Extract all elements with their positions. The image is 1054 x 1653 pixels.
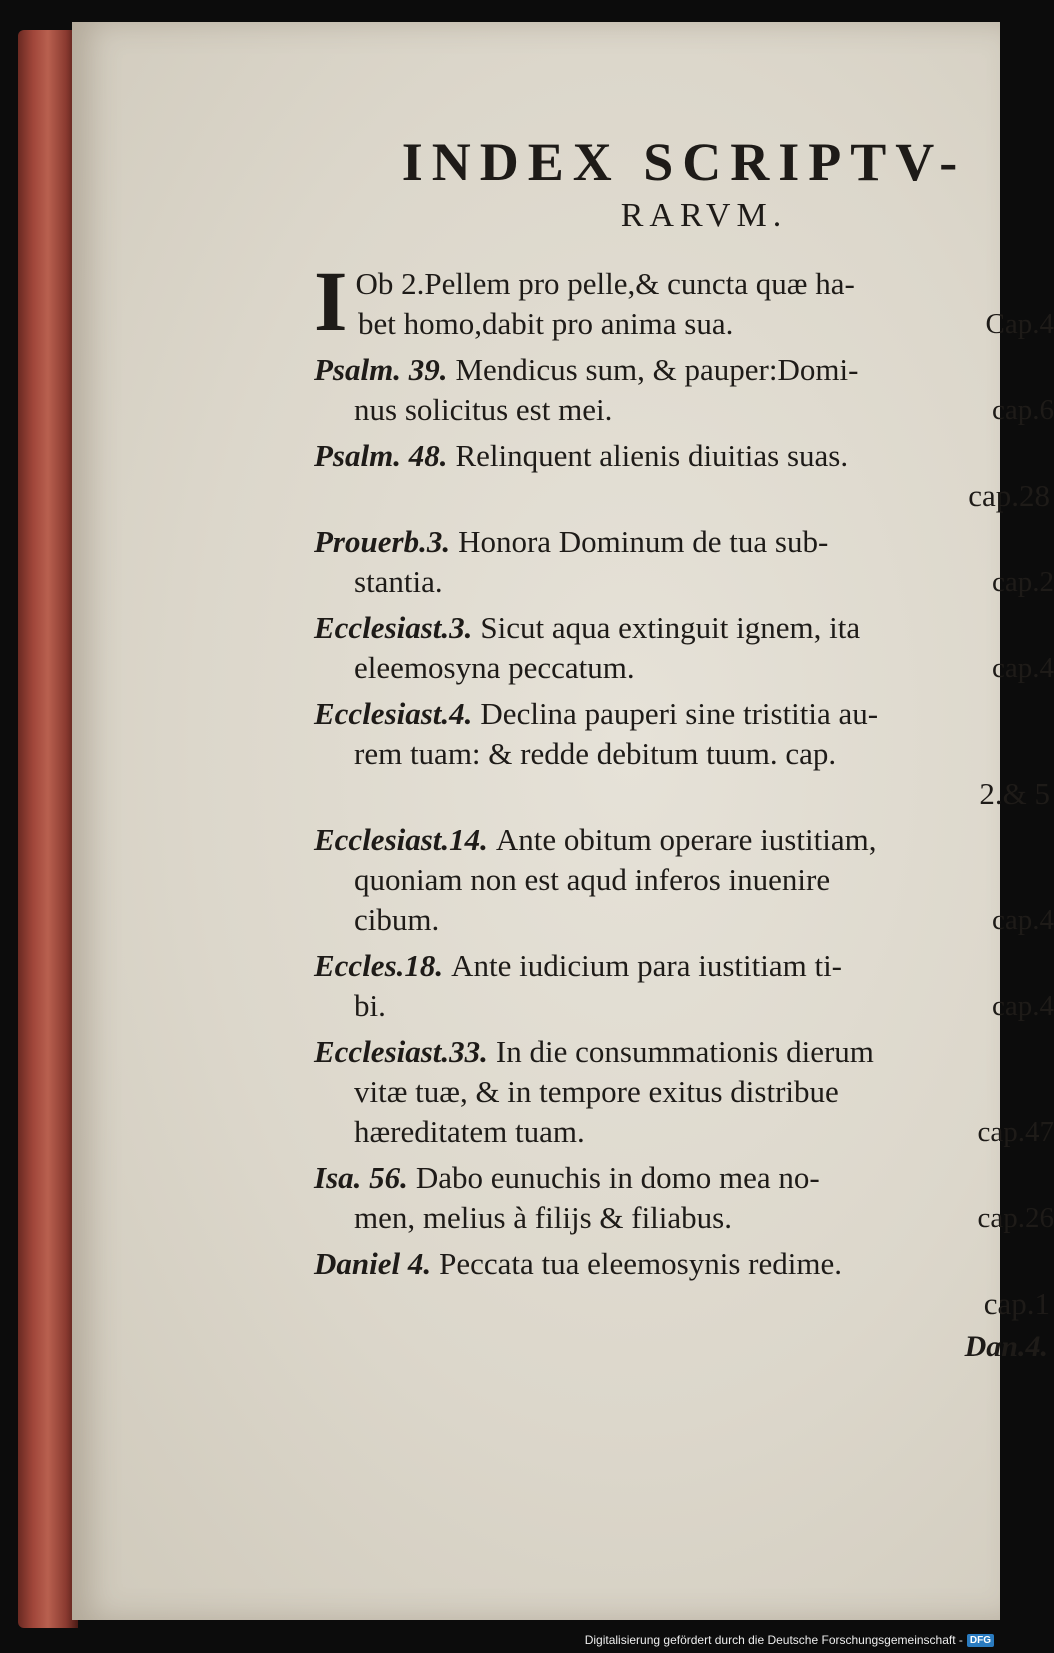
index-entry <box>314 946 1054 1026</box>
index-entry <box>314 820 1054 940</box>
entry-line <box>314 648 1054 688</box>
drop-cap: I <box>314 253 348 349</box>
book-edge <box>18 30 78 1628</box>
index-entry <box>314 608 1054 688</box>
entry-line-text: quoniam non est aqud inferos inuenire <box>354 862 831 897</box>
entry-line <box>314 820 1054 860</box>
index-entry <box>314 1032 1054 1152</box>
entry-line-text: Mendicus sum, & pauper:Domi- <box>455 352 859 387</box>
entry-line-text: rem tuam: & redde debitum tuum. cap. <box>354 736 837 771</box>
entry-line-text: In die consummationis dierum <box>495 1034 874 1069</box>
scripture-reference: Prouerb.3. <box>314 524 451 559</box>
entry-line: Ob 2.Pellem pro pelle,& cuncta quæ ha- <box>355 266 855 301</box>
entry-line-text: bet homo,dabit pro anima sua. <box>358 306 734 341</box>
entry-line <box>314 1072 1054 1112</box>
entry-line <box>314 860 1054 900</box>
entry-line-text: Sicut aqua extinguit ignem, ita <box>480 610 861 645</box>
entry-line-text: Relinquent alienis diuitias suas. <box>455 438 849 473</box>
chapter-ref: cap.4 <box>992 904 1054 936</box>
entry-line <box>314 562 1054 602</box>
page-subtitle: RARVM. <box>620 197 788 234</box>
entry-line <box>314 900 1054 940</box>
index-entry <box>314 436 1054 516</box>
chapter-ref: cap.4 <box>992 990 1054 1022</box>
entry-line <box>314 304 1054 344</box>
catchword: Dan.4. <box>964 1330 1048 1363</box>
index-entry <box>314 350 1054 430</box>
entry-line <box>314 1244 1054 1284</box>
chapter-ref: cap.6 <box>992 394 1054 426</box>
scripture-reference: Ecclesiast.3. <box>314 610 473 645</box>
chapter-ref: Cap.4 <box>985 308 1054 340</box>
index-entries <box>314 350 1054 1324</box>
entry-line <box>314 734 1054 774</box>
scripture-reference: Psalm. 39. <box>314 352 448 387</box>
entry-line-text: bi. <box>354 988 386 1023</box>
page-title: INDEX SCRIPTV- <box>401 132 967 192</box>
chapter-ref: cap.2 <box>992 566 1054 598</box>
index-entry <box>314 694 1054 814</box>
entry-line-text: Declina pauperi sine tristitia au- <box>480 696 879 731</box>
entry-line-text: Ante iudicium para iustitiam ti- <box>451 948 843 983</box>
scripture-reference: Ecclesiast.4. <box>314 696 473 731</box>
entry-line <box>314 1158 1054 1198</box>
entry-line-text: stantia. <box>354 564 443 599</box>
entry-line <box>314 350 1054 390</box>
chapter-ref: cap.28 <box>968 478 1050 513</box>
entry-line-text: cibum. <box>354 902 440 937</box>
entry-line-text: Peccata tua eleemosynis redime. <box>439 1246 842 1281</box>
entry-line <box>314 694 1054 734</box>
entry-line <box>314 946 1054 986</box>
entry-line-text: Honora Dominum de tua sub- <box>458 524 829 559</box>
index-content <box>314 130 1054 1364</box>
scripture-reference: Ecclesiast.33. <box>314 1034 488 1069</box>
scripture-reference: Ecclesiast.14. <box>314 822 488 857</box>
entry-line <box>314 608 1054 648</box>
chapter-ref: cap.26 <box>977 1202 1054 1234</box>
entry-line <box>314 1032 1054 1072</box>
chapter-ref: cap.1 <box>983 1286 1050 1321</box>
index-entry-job <box>314 253 1054 349</box>
entry-line <box>314 390 1054 430</box>
entry-line <box>314 436 1054 476</box>
scripture-reference: Eccles.18. <box>314 948 444 983</box>
entry-line-text: eleemosyna peccatum. <box>354 650 635 685</box>
index-entry <box>314 522 1054 602</box>
entry-line-text: nus solicitus est mei. <box>354 392 613 427</box>
book-page <box>72 22 1054 1620</box>
entry-line <box>314 1112 1054 1152</box>
entry-line <box>314 1198 1054 1238</box>
entry-line-text: men, melius à filijs & filiabus. <box>354 1200 732 1235</box>
entry-line <box>314 522 1054 562</box>
entry-line-text: hæreditatem tuam. <box>354 1114 585 1149</box>
dfg-logo: DFG <box>967 1634 994 1647</box>
chapter-ref: cap.47 <box>977 1116 1054 1148</box>
chapter-ref: cap.4 <box>992 652 1054 684</box>
entry-line-text: Ante obitum operare iustitiam, <box>495 822 877 857</box>
index-entry <box>314 1244 1054 1324</box>
entry-line-text: Dabo eunuchis in domo mea no- <box>415 1160 820 1195</box>
credit-text: Digitalisierung gefördert durch die Deutsche Forschungsgemeinschaft - <box>584 1633 963 1647</box>
digitization-credit <box>585 1631 994 1649</box>
chapter-ref: 2.& 5 <box>979 776 1050 811</box>
entry-line-text: vitæ tuæ, & in tempore exitus distribue <box>354 1074 839 1109</box>
entry-line <box>314 986 1054 1026</box>
scripture-reference: Daniel 4. <box>314 1246 432 1281</box>
index-entry <box>314 1158 1054 1238</box>
scripture-reference: Isa. 56. <box>314 1160 408 1195</box>
scripture-reference: Psalm. 48. <box>314 438 448 473</box>
